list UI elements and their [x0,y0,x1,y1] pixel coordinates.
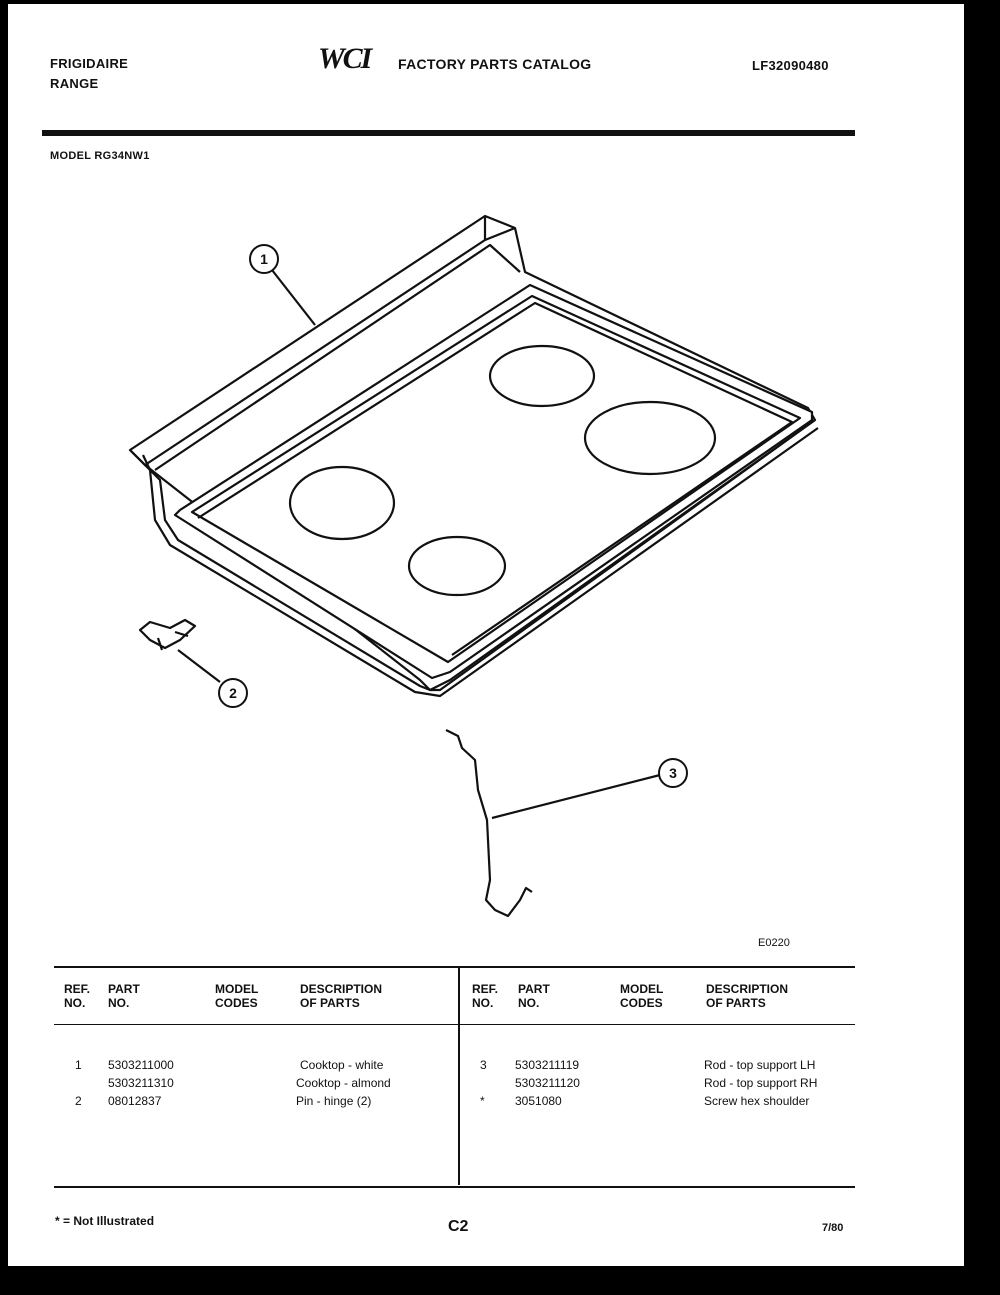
figure-code: E0220 [758,937,790,949]
ref-no: 2 [75,1094,82,1108]
table-bottom-rule [54,1186,855,1188]
header-description-right: DESCRIPTION OF PARTS [706,982,789,1010]
ref-no: 3 [480,1058,487,1072]
header-ref-no-right: REF. NO. [472,982,499,1010]
model-label: MODEL RG34NW1 [50,150,150,162]
catalog-number: LF32090480 [752,58,829,73]
catalog-title: FACTORY PARTS CATALOG [398,56,592,72]
product-type: RANGE [50,76,99,91]
table-top-rule [54,966,855,968]
wci-logo: WCI [318,42,371,75]
header-part-no-left: PART NO. [108,982,140,1010]
callout-2-label: 2 [229,685,237,701]
part-no: 5303211310 [108,1076,174,1090]
ref-no: * [480,1094,485,1108]
part-no: 5303211119 [515,1058,580,1072]
support-rod-part [446,730,532,916]
part-no: 3051080 [515,1094,562,1108]
part-no: 5303211000 [108,1058,174,1072]
part-description: Cooktop - almond [296,1076,391,1090]
part-description: Cooktop - white [300,1058,384,1072]
part-description: Rod - top support RH [704,1076,818,1090]
revision-date: 7/80 [822,1222,844,1234]
part-no: 08012837 [108,1094,162,1108]
header-model-codes-left: MODEL CODES [215,982,259,1010]
callout-3-label: 3 [669,765,677,781]
hinge-pin-part [140,620,195,650]
part-description: Rod - top support LH [704,1058,816,1072]
part-description: Pin - hinge (2) [296,1094,372,1108]
table-header-rule [54,1024,855,1025]
header-description-left: DESCRIPTION OF PARTS [300,982,383,1010]
header-part-no-right: PART NO. [518,982,550,1010]
footnote: * = Not Illustrated [55,1214,155,1228]
part-description: Screw hex shoulder [704,1094,810,1108]
ref-no: 1 [75,1058,82,1072]
callout-1-label: 1 [260,251,268,267]
table-divider [458,968,460,1185]
cooktop-surface [175,285,812,678]
part-no: 5303211120 [515,1076,580,1090]
page-number: C2 [448,1218,469,1235]
header-ref-no-left: REF. NO. [64,982,91,1010]
header-model-codes-right: MODEL CODES [620,982,664,1010]
brand-name: FRIGIDAIRE [50,56,129,71]
